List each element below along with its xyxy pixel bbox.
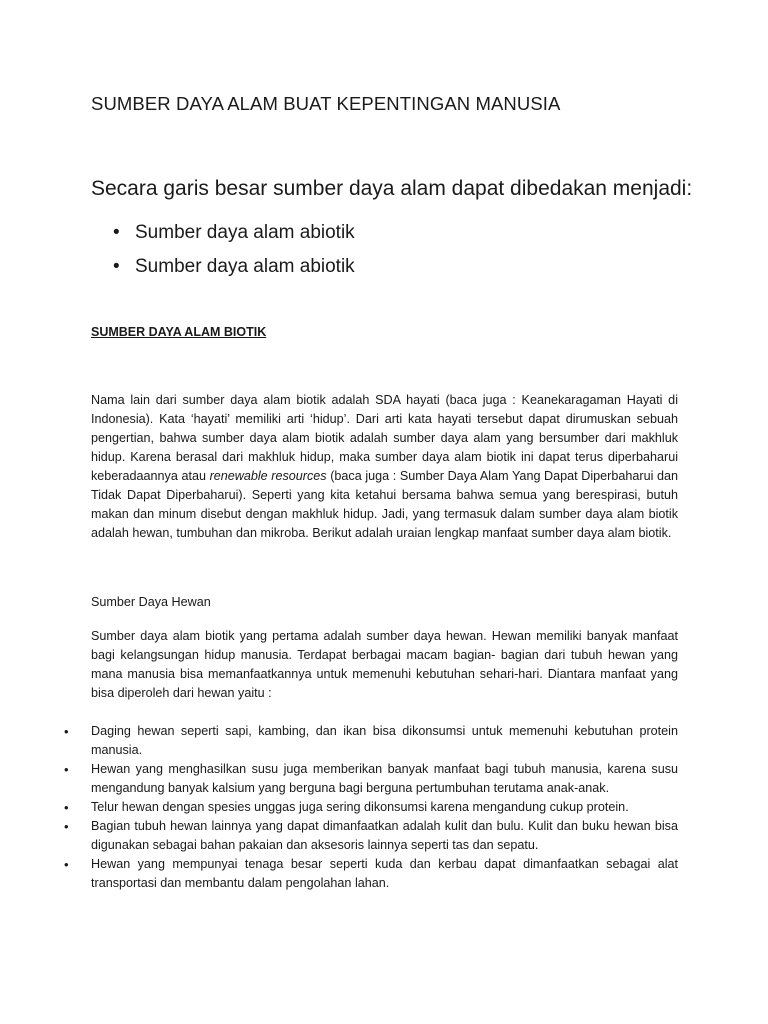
bullet-icon: • xyxy=(64,724,69,739)
subheading: Sumber Daya Hewan xyxy=(91,595,211,609)
bullet-icon: • xyxy=(113,256,120,277)
list-item xyxy=(64,760,678,798)
list-item xyxy=(113,253,355,287)
list-item xyxy=(113,219,355,253)
list-item-text: Hewan yang menghasilkan susu juga memberikan banyak manfaat bagi tubuh manusia, karena susu mengandung banyak kalsium yang berguna bagi berguna pertumbuhan terutama anak-anak. xyxy=(91,762,678,795)
bullet-icon: • xyxy=(64,800,69,815)
bullet-icon: • xyxy=(113,222,120,243)
list-item-text: Bagian tubuh hewan lainnya yang dapat dimanfaatkan adalah kulit dan bulu. Kulit dan buku hewan bisa digunakan sebagai bahan pakaian dan aksesoris lainnya seperti tas dan sepatu. xyxy=(91,819,678,852)
bullet-icon: • xyxy=(64,857,69,872)
paragraph-text: (baca juga : Sumber Daya Alam Yang Dapat Diperbaharui dan Tidak Dapat Diperbaharui). Seperti yang kita ketahui bersama bahwa semua yang berespirasi, butuh makan dan minum disebut dengan makhluk hidup. Jadi, yang termasuk dalam sumber daya alam biotik adalah hewan, tumbuhan dan mikroba. Berikut adalah uraian lengkap manfaat sumber daya alam biotik. xyxy=(91,469,679,540)
list-item-text: Hewan yang mempunyai tenaga besar seperti kuda dan kerbau dapat dimanfaatkan sebagai alat transportasi dan membantu dalam pengolahan lahan. xyxy=(91,857,678,890)
list-item-text: Sumber daya alam abiotik xyxy=(135,222,355,243)
list-item xyxy=(64,798,678,817)
italic-term: renewable resources xyxy=(209,469,327,483)
list-item-text: Daging hewan seperti sapi, kambing, dan ikan bisa dikonsumsi untuk memenuhi kebutuhan protein manusia. xyxy=(91,724,678,757)
list-item xyxy=(64,855,678,893)
bullet-icon: • xyxy=(64,819,69,834)
section-heading: SUMBER DAYA ALAM BIOTIK xyxy=(91,325,267,339)
paragraph-hewan: Sumber daya alam biotik yang pertama adalah sumber daya hewan. Hewan memiliki banyak manfaat bagi kelangsungan hidup manusia. Terdapat berbagai macam bagian- bagian dari tubuh hewan yang mana manusia bisa memanfaatkannya untuk memenuhi kebutuhan sehari-hari. Diantara manfaat yang bisa diperoleh dari hewan yaitu : xyxy=(91,629,678,700)
resource-types-list xyxy=(113,219,355,287)
document-title: SUMBER DAYA ALAM BUAT KEPENTINGAN MANUSIA xyxy=(91,93,561,114)
list-item-text: Sumber daya alam abiotik xyxy=(135,256,355,277)
list-item xyxy=(64,722,678,760)
intro-text: Secara garis besar sumber daya alam dapat dibedakan menjadi: xyxy=(91,177,693,200)
benefits-list xyxy=(64,722,678,893)
paragraph-text: Nama lain dari sumber daya alam biotik adalah SDA hayati (baca juga : Keanekaragaman Hayati di Indonesia). Kata ‘hayati’ memiliki arti ‘hidup’. Dari arti kata hayati tersebut dapat dirumuskan sebuah pengertian, bahwa sumber daya alam biotik adalah sumber daya alam yang bersumber dari makhluk hidup. Karena berasal dari makhluk hidup, maka sumber daya alam biotik ini dapat terus diperbaharui keberadaannya atau xyxy=(91,393,678,483)
paragraph-biotik xyxy=(91,391,678,543)
bullet-icon: • xyxy=(64,762,69,777)
list-item xyxy=(64,817,678,855)
list-item-text: Telur hewan dengan spesies unggas juga sering dikonsumsi karena mengandung cukup protein. xyxy=(91,800,629,814)
